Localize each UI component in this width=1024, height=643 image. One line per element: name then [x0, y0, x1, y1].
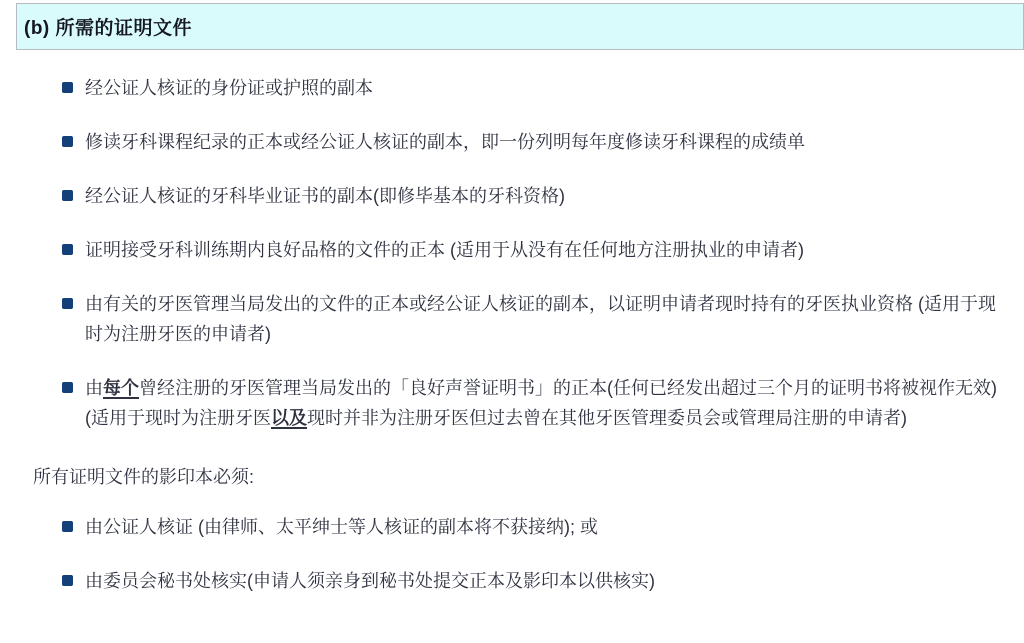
list-item-text: 证明接受牙科训练期内良好品格的文件的正本 (适用于从没有在任何地方注册执业的申请者)	[85, 240, 804, 260]
list-item-text: 由有关的牙医管理当局发出的文件的正本或经公证人核证的副本，以证明申请者现时持有的牙医执业资格 (适用于现时为注册牙医的申请者)	[85, 294, 996, 344]
list-item-text: 由每个曾经注册的牙医管理当局发出的「良好声誉证明书」的正本(任何已经发出超过三个月的证明书将被视作无效) (适用于现时为注册牙医以及现时并非为注册牙医但过去曾在其他牙医管理委员会或管理局注册的申请者)	[85, 378, 997, 428]
section-header-title: (b) 所需的证明文件	[24, 18, 193, 39]
list-item	[0, 373, 1010, 433]
section-header	[16, 3, 1024, 50]
bullet-square-icon	[62, 521, 73, 532]
bullet-square-icon	[62, 298, 73, 309]
bullet-square-icon	[62, 575, 73, 586]
bullet-square-icon	[62, 244, 73, 255]
bullet-square-icon	[62, 82, 73, 93]
bullet-square-icon	[62, 382, 73, 393]
list-item	[0, 566, 1010, 596]
list-item-text: 由公证人核证 (由律师、太平绅士等人核证的副本将不获接纳); 或	[85, 517, 598, 537]
list-item-text: 由委员会秘书处核实(申请人须亲身到秘书处提交正本及影印本以供核实)	[85, 571, 655, 591]
bullet-square-icon	[62, 136, 73, 147]
list-item	[0, 289, 1010, 349]
list-item-text: 经公证人核证的身份证或护照的副本	[85, 78, 373, 98]
required-documents-list	[0, 73, 1024, 433]
list-item-text: 经公证人核证的牙科毕业证书的副本(即修毕基本的牙科资格)	[85, 186, 565, 206]
list-item	[0, 181, 1010, 211]
verification-methods-list	[0, 512, 1024, 596]
photocopy-requirement-note: 所有证明文件的影印本必须:	[33, 467, 254, 487]
list-item	[0, 127, 1010, 157]
bullet-square-icon	[62, 190, 73, 201]
list-item	[0, 73, 1010, 103]
list-item-text: 修读牙科课程纪录的正本或经公证人核证的副本，即一份列明每年度修读牙科课程的成绩单	[85, 132, 805, 152]
list-item	[0, 235, 1010, 265]
list-item	[0, 512, 1010, 542]
